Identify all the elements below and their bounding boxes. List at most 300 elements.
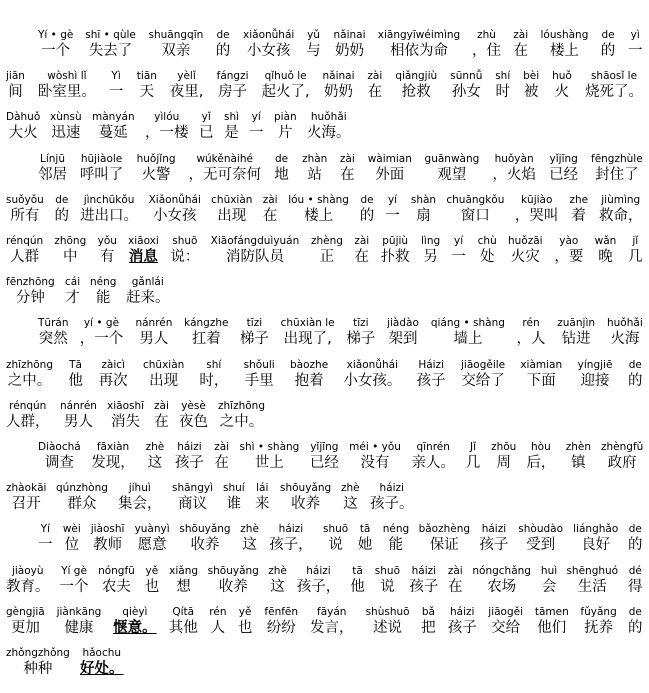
word-segment [38, 522, 53, 555]
hanzi-text: 位 [64, 537, 80, 554]
word-segment [98, 234, 117, 267]
hanzi-text: 外面 [375, 166, 405, 183]
pinyin-text: fāxiàn [96, 441, 130, 453]
pinyin-text: yíngjiē [577, 358, 613, 371]
pinyin-text: yǐjīng [549, 152, 578, 165]
hanzi-text: 收养 [218, 578, 248, 595]
hanzi-text: 说 [380, 578, 395, 595]
pinyin-text: zhe [569, 193, 589, 206]
pinyin-text: wúkěnàihé [196, 152, 253, 165]
text-line [6, 69, 643, 105]
hanzi-text: 卧室里。 [37, 84, 96, 101]
word-segment [6, 69, 25, 102]
word-segment [569, 193, 588, 226]
hanzi-text: 几 [465, 455, 481, 471]
hanzi-text: 时， [199, 372, 229, 389]
hanzi-text: 抚养 [584, 619, 614, 636]
pinyin-text: rénqún [9, 399, 47, 412]
word-segment [199, 110, 214, 143]
pinyin-text: shōuyǎng [179, 523, 231, 536]
text-line [6, 399, 643, 435]
pinyin-text: mànyán [92, 111, 135, 124]
word-segment [334, 28, 366, 61]
pinyin-text: néng [382, 523, 410, 536]
word-segment [268, 564, 287, 597]
pinyin-text: Xiǎonǚhái [148, 193, 201, 206]
hanzi-text: 交给了 [461, 372, 505, 389]
pinyin-text: yǐjīng [310, 441, 339, 453]
pinyin-text: kángzhe [184, 317, 229, 330]
underlined-word: 惬意。 [113, 619, 157, 636]
word-segment [417, 358, 446, 391]
hanzi-text: 她 [357, 537, 373, 554]
hanzi-text: 一 [385, 207, 400, 224]
hanzi-text: 谁 [226, 496, 242, 513]
word-segment [80, 193, 138, 226]
hanzi-text: 保证 [429, 537, 459, 554]
word-segment [6, 646, 70, 679]
word-segment [149, 193, 201, 226]
pinyin-text: shǒuli [243, 358, 275, 371]
pinyin-text: zài [214, 441, 230, 453]
hanzi-text: 小女孩 [153, 207, 197, 224]
pinyin-text: qǐhuǒ le [264, 70, 307, 83]
hanzi-text: 观望 [437, 166, 467, 183]
word-segment [38, 28, 73, 61]
hanzi-text: 述说 [373, 619, 403, 636]
word-segment [240, 440, 300, 473]
word-segment [341, 481, 360, 514]
pinyin-text: shì • shàng [239, 441, 300, 453]
hanzi-text: 农夫 [101, 578, 131, 595]
hanzi-text: 出现 [217, 207, 247, 224]
word-segment [411, 193, 436, 226]
word-segment [599, 193, 643, 226]
hanzi-text: 大火 [8, 125, 38, 142]
pinyin-text: rén [209, 605, 227, 618]
hanzi-text: 孙女 [451, 84, 481, 101]
pinyin-text: Tūrán [38, 317, 69, 330]
hanzi-text: 把 [421, 619, 436, 636]
word-segment [607, 316, 643, 349]
word-segment [448, 605, 477, 638]
word-segment [54, 234, 86, 267]
text-line [6, 110, 643, 146]
pinyin-text: chūxiàn le [280, 317, 335, 330]
hanzi-text: 扑救 [380, 249, 410, 265]
word-segment [91, 522, 125, 555]
pinyin-text: shì [224, 111, 240, 124]
word-segment [591, 152, 643, 185]
text-line [6, 646, 643, 682]
word-segment [211, 193, 252, 226]
word-segment [38, 152, 67, 185]
pinyin-text: jiàoshī [90, 523, 125, 536]
word-segment [184, 316, 228, 349]
word-segment [478, 234, 497, 267]
pinyin-text: jíhuì [128, 482, 151, 495]
word-segment [349, 440, 401, 473]
pinyin-text: zài [447, 564, 463, 577]
word-segment [98, 564, 135, 597]
word-segment [80, 646, 124, 679]
word-segment [517, 316, 546, 349]
hanzi-text: 架到 [388, 331, 418, 348]
hanzi-text: 之中。 [219, 413, 264, 430]
word-segment [385, 193, 400, 226]
pinyin-text: fángzi [216, 70, 249, 83]
hanzi-text: 房子 [218, 84, 248, 101]
hanzi-text: 这 [270, 578, 285, 595]
hanzi-text: 他们 [537, 619, 567, 636]
text-line [6, 275, 643, 311]
word-segment [367, 69, 382, 102]
word-segment [302, 152, 327, 185]
pinyin-text: jiāogěi [488, 605, 524, 618]
pinyin-text: zài [262, 193, 278, 206]
hanzi-text: 种种 [23, 661, 53, 677]
pinyin-text: de [55, 193, 69, 206]
word-segment [90, 275, 116, 308]
hanzi-text: 下面 [526, 372, 556, 389]
word-segment [461, 358, 505, 391]
pinyin-text: zài [367, 70, 383, 83]
word-segment [243, 28, 294, 61]
pinyin-text: zhù [477, 29, 496, 41]
word-segment [38, 316, 68, 349]
pinyin-text: wèi [62, 523, 81, 536]
pinyin-text: xiǎonǚhái [243, 29, 295, 41]
pinyin-text: yì [630, 29, 640, 41]
hanzi-text: 孩子。 [370, 496, 414, 513]
word-segment [137, 69, 157, 102]
hanzi-text: 来 [255, 496, 270, 513]
word-segment [288, 193, 349, 226]
pinyin-text: yèsè [181, 399, 206, 412]
pinyin-text: xiāoshī [107, 399, 145, 412]
pinyin-text: shēnghuó [566, 564, 619, 577]
hanzi-text: 集会， [118, 496, 162, 513]
word-segment [128, 234, 159, 267]
word-segment [387, 316, 419, 349]
pinyin-text: hǎochu [82, 647, 122, 659]
word-segment [554, 234, 583, 267]
hanzi-text: 再次 [98, 372, 128, 389]
pinyin-text: huǒhǎi [607, 317, 643, 330]
pinyin-text: lìng [421, 235, 441, 247]
pinyin-text: néng [90, 276, 117, 289]
pinyin-text: yào [559, 235, 579, 247]
word-segment [274, 152, 289, 185]
text-line [6, 358, 643, 394]
word-segment [628, 522, 643, 555]
word-segment [281, 316, 335, 349]
pinyin-text: Qítā [172, 605, 195, 618]
hanzi-text: 更加 [10, 619, 40, 636]
hanzi-text: 群众 [67, 496, 97, 513]
word-segment [601, 440, 643, 473]
hanzi-text: 的 [54, 207, 70, 224]
word-segment [323, 522, 348, 555]
pinyin-text: lóushàng [540, 29, 589, 41]
pinyin-text: chūxiàn [211, 193, 253, 206]
hanzi-text: ，住 [472, 43, 501, 59]
hanzi-text: 这 [343, 496, 358, 513]
pinyin-text: fāyán [317, 605, 347, 618]
pinyin-text: de [628, 523, 642, 536]
hanzi-text: 周 [496, 455, 511, 471]
hanzi-text: 在 [340, 166, 355, 183]
word-segment [211, 234, 300, 267]
word-segment [513, 28, 528, 61]
hanzi-text: 抢救 [401, 84, 431, 101]
pinyin-text: Tā [69, 358, 82, 371]
word-segment [6, 605, 45, 638]
hanzi-text: 楼上 [304, 207, 334, 224]
pinyin-text: háizi [449, 605, 475, 618]
text-line [6, 481, 643, 517]
hanzi-text: 人群， [6, 413, 50, 430]
word-segment [585, 69, 643, 102]
hanzi-text: 火海 [610, 331, 640, 348]
word-segment [450, 69, 482, 102]
hanzi-text: 一个 [41, 43, 71, 59]
hanzi-text: 片 [278, 125, 293, 142]
pinyin-text: zhàn [302, 152, 328, 165]
pinyin-text: zhèng [311, 235, 343, 247]
hanzi-text: 交给 [491, 619, 521, 636]
hanzi-text: 在 [262, 207, 278, 224]
word-segment [354, 234, 369, 267]
pinyin-text: Yí • gè [38, 29, 74, 41]
pinyin-text: xiāngyīwéimìng [377, 29, 461, 41]
hanzi-text: 火海。 [307, 125, 351, 142]
word-segment [55, 193, 70, 226]
hanzi-text: 说 [328, 537, 343, 554]
pinyin-text: de [628, 358, 642, 371]
hanzi-text: 梯子 [239, 331, 269, 348]
hanzi-text: 的 [600, 43, 616, 59]
hanzi-text: 的 [628, 619, 643, 636]
hanzi-text: 健康 [64, 619, 94, 636]
pinyin-text: shāngyì [172, 482, 214, 495]
hanzi-text: 收养 [190, 537, 220, 554]
pinyin-text: chūxiàn [143, 358, 185, 371]
word-segment [472, 564, 531, 597]
pinyin-text: zhè [240, 523, 259, 536]
word-segment [515, 193, 559, 226]
hanzi-text: 夜里, [169, 84, 204, 101]
hanzi-text: 蔓延 [98, 125, 128, 142]
pinyin-text: huǒyàn [494, 152, 534, 165]
pinyin-text: bàozhe [290, 358, 329, 371]
word-segment [580, 605, 616, 638]
pinyin-text: zàicì [101, 358, 125, 371]
hanzi-text: 在 [448, 578, 463, 595]
hanzi-text: 已 [199, 125, 214, 142]
word-segment [143, 358, 184, 391]
hanzi-text: 间 [8, 84, 23, 101]
pinyin-text: cái [65, 276, 81, 289]
word-segment [214, 440, 229, 473]
word-segment [370, 481, 414, 514]
word-segment [466, 440, 481, 473]
pinyin-text: lái [256, 482, 269, 495]
word-segment [179, 522, 230, 555]
hanzi-text: 一 [451, 249, 466, 265]
hanzi-text: 双亲 [161, 43, 191, 59]
pinyin-text: háizi [481, 523, 507, 536]
hanzi-text: 奶奶 [324, 84, 353, 101]
pinyin-text: fēnzhōng [6, 276, 55, 289]
word-segment [135, 316, 172, 349]
word-segment [224, 110, 239, 143]
word-segment [425, 152, 480, 185]
word-segment [179, 399, 208, 432]
pinyin-text: de [628, 605, 642, 618]
pinyin-text: shuō [172, 235, 198, 247]
pinyin-text: shí [495, 70, 511, 83]
hanzi-text: 呼叫了 [79, 166, 124, 183]
word-segment [188, 152, 261, 185]
word-segment [549, 152, 578, 185]
word-segment [99, 358, 128, 391]
word-segment [628, 605, 643, 638]
word-segment [263, 193, 278, 226]
hanzi-text: ，哭叫 [514, 207, 559, 224]
hanzi-text: 孩子， [269, 537, 313, 554]
pinyin-text: wàimian [367, 152, 412, 165]
word-segment [145, 110, 189, 143]
pinyin-text: rénqún [6, 235, 44, 247]
word-segment [340, 152, 355, 185]
hanzi-text: 这 [147, 455, 163, 471]
pinyin-text: zài [154, 399, 169, 412]
word-segment [310, 440, 339, 473]
pinyin-text: pūjiù [382, 235, 409, 247]
hanzi-text: 调查 [44, 455, 74, 471]
word-segment [65, 275, 80, 308]
word-segment [552, 69, 572, 102]
pinyin-text: jìnchūkǒu [83, 193, 135, 206]
pinyin-text: chù [477, 235, 497, 247]
word-segment [508, 234, 543, 267]
word-segment [557, 316, 595, 349]
hanzi-text: 时 [495, 84, 510, 101]
hanzi-text: 火灾 [510, 249, 540, 265]
pinyin-text: bǎozhèng [418, 523, 471, 536]
hanzi-text: 分钟 [15, 290, 45, 307]
word-segment [57, 605, 102, 638]
hanzi-text: 教育。 [6, 578, 50, 595]
hanzi-text: 生活 [577, 578, 607, 595]
pinyin-text: shuāngqīn [148, 29, 204, 41]
pinyin-text: wòshì lǐ [47, 70, 87, 83]
word-segment [135, 522, 170, 555]
word-segment [383, 522, 409, 555]
word-segment [6, 481, 46, 514]
pinyin-text: jiàdào [387, 317, 419, 330]
pinyin-text: háizi [379, 482, 404, 495]
pinyin-text: yìlóu [154, 111, 180, 124]
word-segment [208, 564, 259, 597]
hanzi-text: 另 [423, 249, 438, 265]
pinyin-text: sūnnǚ [450, 70, 483, 83]
word-segment [448, 564, 463, 597]
pinyin-text: háizi [411, 564, 437, 577]
pinyin-text: fēnfēn [264, 605, 299, 618]
pinyin-text: jiāogěile [461, 358, 506, 371]
hanzi-text: 发言， [310, 619, 354, 636]
pinyin-text: jiànkāng [56, 605, 102, 618]
word-segment [6, 399, 50, 432]
hanzi-text: 男人 [63, 413, 93, 430]
pinyin-text: yǐ [201, 111, 211, 124]
word-segment [366, 605, 410, 638]
hanzi-text: 受到 [526, 537, 556, 554]
word-segment [350, 564, 365, 597]
pinyin-text: gǎnlái [131, 276, 164, 289]
word-segment [6, 110, 40, 143]
word-segment [451, 234, 466, 267]
word-segment [520, 358, 562, 391]
pinyin-text: tiān [136, 70, 157, 83]
pinyin-text: méi • yǒu [349, 441, 401, 453]
pinyin-text: zài [339, 152, 355, 165]
word-segment [109, 69, 124, 102]
text-line [38, 28, 643, 64]
hanzi-text: 在 [513, 43, 528, 59]
hanzi-text: 赶来。 [126, 290, 170, 307]
pinyin-text: Línjū [40, 152, 65, 165]
hanzi-text: 已经 [549, 166, 579, 183]
word-segment [573, 522, 618, 555]
pinyin-text: jǐ [632, 235, 639, 247]
pinyin-text: Háizi [418, 358, 444, 371]
pinyin-text: Yí [40, 523, 50, 536]
word-segment [421, 234, 440, 267]
word-segment [249, 110, 264, 143]
word-segment [199, 358, 228, 391]
pinyin-text: huì [540, 564, 558, 577]
hanzi-text: 消失 [111, 413, 141, 430]
hanzi-text: 火 [554, 84, 570, 101]
pinyin-text: de [216, 29, 230, 41]
word-segment [269, 522, 313, 555]
pinyin-text: yǔ [307, 29, 320, 41]
hanzi-text: 孩子 [479, 537, 509, 554]
word-segment [523, 69, 539, 102]
hanzi-text: 能 [388, 537, 404, 554]
hanzi-text: 孩子 [416, 372, 446, 389]
pinyin-text: huǒ [552, 70, 572, 83]
hanzi-text: ，无可奈何 [188, 166, 261, 183]
pinyin-text: xiàmian [520, 358, 563, 371]
hanzi-text: 火警 [141, 166, 171, 183]
word-segment [306, 28, 321, 61]
hanzi-text: 男人 [139, 331, 169, 348]
hanzi-text: 一 [628, 43, 643, 59]
hanzi-text: 在 [154, 413, 169, 430]
word-segment [310, 605, 354, 638]
pinyin-text: tā [352, 564, 363, 577]
word-segment [217, 69, 249, 102]
hanzi-text: 天 [139, 84, 155, 101]
pinyin-text: tāmen [534, 605, 569, 618]
hanzi-text: 孩子 [447, 619, 477, 636]
hanzi-text: 亲人。 [411, 455, 455, 471]
hanzi-text: 他 [68, 372, 83, 389]
